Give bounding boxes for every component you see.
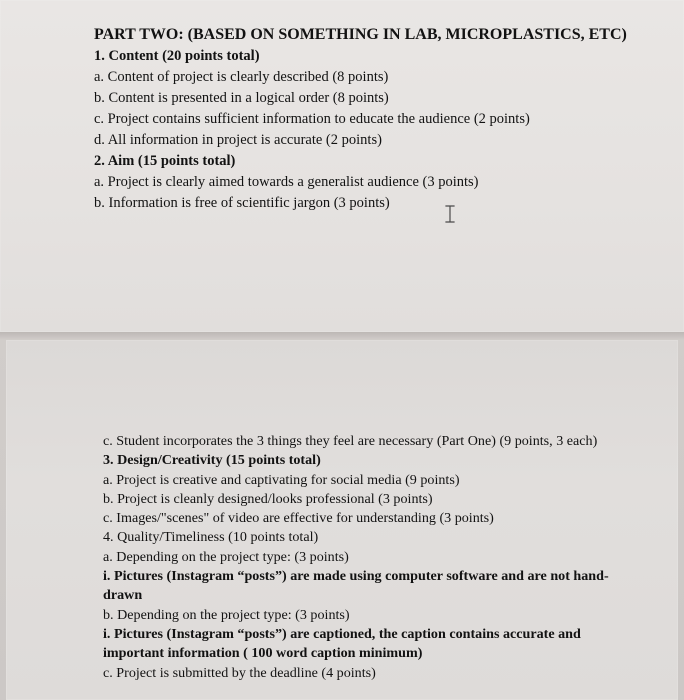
bottom-text-block xyxy=(103,432,623,683)
design-item-c: c. Images/"scenes" of video are effective for understanding (3 points) xyxy=(103,510,494,527)
quality-item-a-i: i. Pictures (Instagram “posts”) are made using computer software and are not hand-drawn xyxy=(103,568,609,604)
quality-item-a: a. Depending on the project type: (3 points) xyxy=(103,548,349,565)
section-aim-heading: 2. Aim (15 points total) xyxy=(94,153,236,169)
text-cursor-icon xyxy=(444,205,456,223)
content-item-d: d. All information in project is accurate (2 points) xyxy=(94,132,382,148)
content-item-c: c. Project contains sufficient information to educate the audience (2 points) xyxy=(94,111,530,127)
section-quality-heading: 4. Quality/Timeliness (10 points total) xyxy=(103,529,319,546)
top-text-block xyxy=(94,24,654,214)
aim-item-a: a. Project is clearly aimed towards a generalist audience (3 points) xyxy=(94,174,479,190)
quality-item-b: b. Depending on the project type: (3 points) xyxy=(103,606,350,623)
design-item-b: b. Project is cleanly designed/looks professional (3 points) xyxy=(103,490,433,507)
content-item-a: a. Content of project is clearly described (8 points) xyxy=(94,69,389,85)
content-item-b: b. Content is presented in a logical order (8 points) xyxy=(94,90,389,106)
document-title: PART TWO: (BASED ON SOMETHING IN LAB, MICROPLASTICS, ETC) xyxy=(94,26,627,43)
design-item-a: a. Project is creative and captivating for social media (9 points) xyxy=(103,471,460,488)
quality-item-c: c. Project is submitted by the deadline (4 points) xyxy=(103,664,376,681)
aim-item-b: b. Information is free of scientific jargon (3 points) xyxy=(94,195,390,211)
section-design-heading: 3. Design/Creativity (15 points total) xyxy=(103,452,321,469)
section-content-heading: 1. Content (20 points total) xyxy=(94,48,260,64)
incorporation-item: c. Student incorporates the 3 things they feel are necessary (Part One) (9 points, 3 each) xyxy=(103,433,598,449)
paper-crease xyxy=(0,332,684,340)
quality-item-b-i: i. Pictures (Instagram “posts”) are captioned, the caption contains accurate and important information ( 100 word caption minimum) xyxy=(103,625,581,662)
